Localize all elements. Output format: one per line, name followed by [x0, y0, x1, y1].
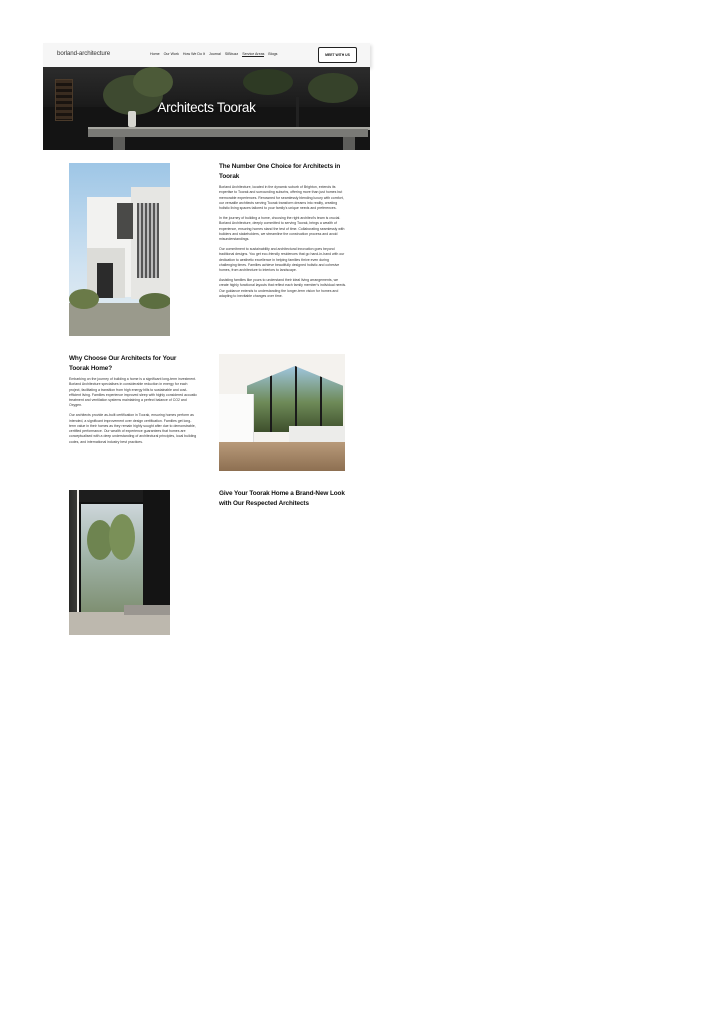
hero-plant — [133, 67, 173, 97]
nav-item-service-areas[interactable]: Service Areas — [242, 52, 265, 56]
house-garden — [139, 293, 170, 309]
site-logo[interactable]: borland-architecture — [57, 50, 111, 57]
section-heading: Give Your Toorak Home a Brand-New Look with Our Respected Architects — [219, 490, 345, 507]
room-floor — [69, 612, 170, 635]
house-door — [97, 263, 113, 298]
section-brand-new-look — [219, 489, 347, 509]
house-garden — [69, 289, 99, 309]
nav-item-our-work[interactable]: Our Work — [163, 52, 179, 56]
house-screen — [137, 203, 159, 278]
room-bench — [124, 605, 170, 615]
paragraph: Assisting families like yours to understand their ideal living arrangements, we create highly functional layouts that reflect each family member's individual needs. Our guidance extends to understanding the longer-term vision for homes and adapting to inevitable changes over time. — [219, 277, 347, 298]
house-window — [117, 203, 133, 239]
hero-banner — [43, 67, 370, 150]
house-exterior-image — [69, 163, 170, 336]
room-tree — [109, 514, 135, 560]
kitchen-interior-image — [219, 354, 345, 471]
main-nav — [150, 52, 277, 57]
paragraph: Borland Architecture, located in the dynamic suburb of Brighton, extends its expertise to Toorak and surrounding suburbs, offering more than just homes but memorable experiences. Renowned for seamlessly blending luxury with comfort, our versatile architects serving Toorak transform dreams into reality, creating holistic living spaces tailored to your family's unique needs and preferences. — [219, 185, 344, 211]
paragraph: In the journey of building a home, choosing the right architect's team is crucial. Borland Architecture, deeply committed to serving Toorak, brings a wealth of experience, ensuring homes stand the test of time. Collaborating seamlessly with builders and stakeholders, we streamline the construction process and avoid misunderstandings. — [219, 215, 345, 242]
nav-item-how-we-do-it[interactable]: How We Do It — [182, 52, 206, 56]
paragraph: Our architects provide as-built certification in Toorak, ensuring homes perform as intended, a significant improvement over design certification. Families get long-term value in their homes as they remain highly sought after due to demonstrable, certified performance. Our wealth of experience guarantees that homes are conceptualised with a deep understanding of architectural principles, local building codes, and international industry best practices. — [69, 413, 197, 444]
meet-with-us-button[interactable]: MEET WITH US — [318, 47, 357, 63]
nav-item-home[interactable]: Home — [150, 52, 160, 56]
nav-item-blogs[interactable]: Blogs — [268, 52, 278, 56]
hero-counter-leg — [113, 137, 125, 150]
window-room-image — [69, 490, 170, 635]
section-intro — [219, 162, 347, 304]
hero-plant — [308, 73, 358, 103]
nav-item-sibbuzz[interactable]: SIBbuzz — [224, 52, 239, 56]
section-why-choose — [69, 354, 197, 450]
hero-plant — [243, 69, 293, 95]
section-heading: Why Choose Our Architects for Your Toorak Home? — [69, 355, 177, 372]
site-header — [43, 43, 370, 67]
hero-counter — [88, 129, 368, 137]
room-window — [79, 502, 145, 616]
paragraph: Our commitment to sustainability and architectural innovation goes beyond traditional designs. You get eco-friendly residences that go hand-in-hand with our dedication to aesthetic excellence in helping families thrive even during challenging times. Families achieve beautifully designed holistic and cohesive homes, from architecture to interiors to landscape. — [219, 246, 345, 273]
page-title: Architects Toorak — [157, 100, 256, 115]
hero-counter-leg — [343, 137, 355, 150]
kitchen-cabinets — [219, 394, 254, 442]
nav-item-journal[interactable]: Journal — [209, 52, 221, 56]
paragraph: Embarking on the journey of building a home is a significant long-term investment. Borland Architecture specialises in considerable reduction in energy for each project, facilitating a transition from high energy bills to sustainable and cost-efficient living. Families experience improved sleep with highly considered acoustic treatment and ventilation systems maintaining a perfect balance of CO2 and Oxygen. — [69, 377, 197, 408]
kitchen-window-frame — [247, 366, 343, 432]
kitchen-floor — [219, 442, 345, 471]
section-heading: The Number One Choice for Architects in Toorak — [219, 163, 341, 180]
